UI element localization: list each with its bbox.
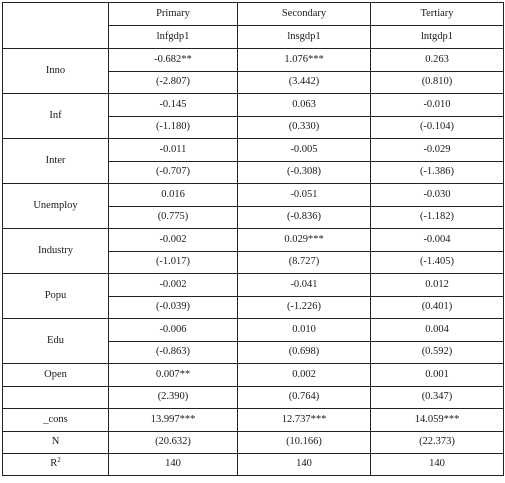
tstat-cell: (0.330) [238,117,371,139]
coef-cell: -0.004 [371,229,504,252]
coef-cell: -0.145 [109,94,238,117]
value-cell: 13.997*** [109,409,238,432]
coef-cell: 0.010 [238,319,371,342]
variable-label: Edu [3,319,109,364]
n-row [3,432,504,454]
r2-superscript: 2 [57,456,61,465]
tstat-cell: (0.764) [238,387,371,409]
empty-label-cell [3,387,109,409]
tstat-cell: (-0.039) [109,297,238,319]
coef-cell: -0.051 [238,184,371,207]
coef-row [3,229,504,252]
tstat-cell: (-0.863) [109,342,238,364]
tstat-cell: (-1.017) [109,252,238,274]
tstat-cell: (0.698) [238,342,371,364]
variable-label: Popu [3,274,109,319]
tstat-cell: (-0.836) [238,207,371,229]
value-cell: 140 [238,454,371,476]
r2-label: R [50,458,58,470]
coef-cell: -0.002 [109,274,238,297]
coef-cell: 0.004 [371,319,504,342]
coef-row [3,364,504,387]
variable-label: _cons [3,409,109,432]
variable-label: Inf [3,94,109,139]
coef-cell: 0.263 [371,49,504,72]
coef-cell: -0.029 [371,139,504,162]
tstat-cell: (0.592) [371,342,504,364]
header-tertiary: Tertiary [371,3,504,26]
coef-cell: -0.041 [238,274,371,297]
tstat-cell: (8.727) [238,252,371,274]
coef-cell: 0.001 [371,364,504,387]
tstat-cell: (-1.405) [371,252,504,274]
variable-label: Inno [3,49,109,94]
tstat-cell: (-1.226) [238,297,371,319]
tstat-cell: (-1.182) [371,207,504,229]
coef-cell: -0.011 [109,139,238,162]
value-cell: 140 [371,454,504,476]
coef-row [3,49,504,72]
coef-cell: 0.016 [109,184,238,207]
value-cell: 14.059*** [371,409,504,432]
header-secondary: Secondary [238,3,371,26]
subheader-primary: lnfgdp1 [109,26,238,49]
coef-cell: 0.029*** [238,229,371,252]
tstat-row [3,387,504,409]
variable-label: Inter [3,139,109,184]
subheader-tertiary: lntgdp1 [371,26,504,49]
tstat-cell: (0.775) [109,207,238,229]
coef-cell: -0.002 [109,229,238,252]
tstat-cell: (-0.308) [238,162,371,184]
value-cell: (22.373) [371,432,504,454]
tstat-cell: (0.347) [371,387,504,409]
coef-cell: -0.006 [109,319,238,342]
variable-label: N [3,432,109,454]
header-row [3,3,504,26]
tstat-cell: (-2.807) [109,72,238,94]
variable-label: Unemploy [3,184,109,229]
value-cell: 12.737*** [238,409,371,432]
value-cell: (10.166) [238,432,371,454]
coef-cell: 0.063 [238,94,371,117]
coef-row [3,94,504,117]
tstat-cell: (0.401) [371,297,504,319]
regression-table [2,2,504,476]
coef-cell: 1.076*** [238,49,371,72]
coef-row [3,274,504,297]
subheader-secondary: lnsgdp1 [238,26,371,49]
coef-row [3,319,504,342]
variable-label [3,454,109,476]
cons-row [3,409,504,432]
header-primary: Primary [109,3,238,26]
coef-row [3,184,504,207]
coef-cell: -0.682** [109,49,238,72]
variable-label: Industry [3,229,109,274]
tstat-cell: (2.390) [109,387,238,409]
coef-cell: -0.005 [238,139,371,162]
tstat-cell: (-0.104) [371,117,504,139]
coef-cell: -0.030 [371,184,504,207]
value-cell: (20.632) [109,432,238,454]
value-cell: 140 [109,454,238,476]
coef-cell: 0.002 [238,364,371,387]
coef-row [3,139,504,162]
variable-label: Open [3,364,109,387]
tstat-cell: (-1.386) [371,162,504,184]
r2-row [3,454,504,476]
tstat-cell: (0.810) [371,72,504,94]
tstat-cell: (3.442) [238,72,371,94]
coef-cell: -0.010 [371,94,504,117]
tstat-cell: (-0.707) [109,162,238,184]
corner-cell [3,3,109,49]
tstat-cell: (-1.180) [109,117,238,139]
coef-cell: 0.012 [371,274,504,297]
coef-cell: 0.007** [109,364,238,387]
